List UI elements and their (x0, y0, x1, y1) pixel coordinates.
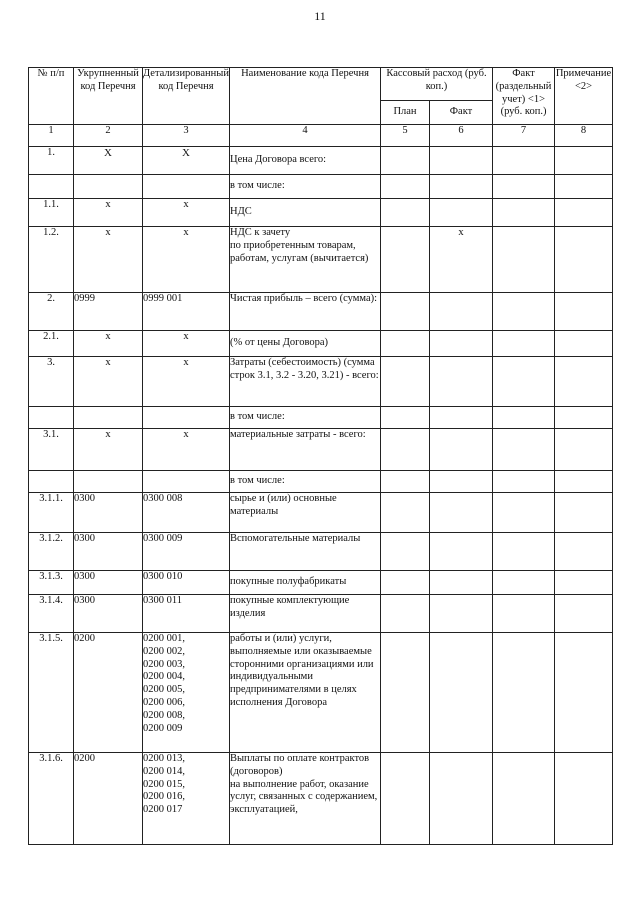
detailed-code: x (143, 429, 230, 471)
fact-value (430, 429, 493, 471)
aggregated-code (74, 175, 143, 199)
table-row (29, 753, 613, 845)
row-number: 3.1.4. (29, 595, 74, 633)
detailed-code: x (143, 199, 230, 227)
plan-value (381, 429, 430, 471)
code-name: в том числе: (230, 471, 381, 493)
fact-separate-value (493, 407, 555, 429)
note-value (555, 429, 613, 471)
fact-value (430, 595, 493, 633)
column-number: 8 (555, 125, 613, 147)
header-note: Примечание <2> (555, 68, 613, 125)
plan-value (381, 753, 430, 845)
note-value (555, 407, 613, 429)
column-number-row (29, 125, 613, 147)
row-number: 3.1.3. (29, 571, 74, 595)
fact-value (430, 753, 493, 845)
header-code-name: Наименование кода Перечня (230, 68, 381, 125)
fact-separate-value (493, 357, 555, 407)
detailed-code: x (143, 331, 230, 357)
note-value (555, 533, 613, 571)
code-name: покупные комплектующие изделия (230, 595, 381, 633)
plan-value (381, 407, 430, 429)
fact-value (430, 147, 493, 175)
fact-value (430, 571, 493, 595)
table-row (29, 633, 613, 753)
table-body (29, 147, 613, 845)
fact-value (430, 175, 493, 199)
detailed-code: x (143, 227, 230, 293)
plan-value (381, 175, 430, 199)
plan-value (381, 293, 430, 331)
detailed-code: X (143, 147, 230, 175)
fact-separate-value (493, 199, 555, 227)
row-number: 3.1. (29, 429, 74, 471)
row-number: 3.1.2. (29, 533, 74, 571)
table-row (29, 227, 613, 293)
plan-value (381, 533, 430, 571)
aggregated-code: x (74, 331, 143, 357)
code-name: в том числе: (230, 407, 381, 429)
column-number: 3 (143, 125, 230, 147)
column-number: 4 (230, 125, 381, 147)
plan-value (381, 227, 430, 293)
code-name: работы и (или) услуги, выполняемые или оказываемые сторонними организациями или индивидуальными предпринимателями в целях исполнения Договора (230, 633, 381, 753)
row-number (29, 175, 74, 199)
header-aggregated-code: Укрупненный код Перечня (74, 68, 143, 125)
code-name: материальные затраты - всего: (230, 429, 381, 471)
aggregated-code: X (74, 147, 143, 175)
header-row-top (29, 68, 613, 101)
code-name: Затраты (себестоимость) (сумма строк 3.1, 3.2 - 3.20, 3.21) - всего: (230, 357, 381, 407)
code-name: НДС (230, 199, 381, 227)
header-cash-expense: Кассовый расход (руб. коп.) (381, 68, 493, 101)
detailed-code: 0999 001 (143, 293, 230, 331)
aggregated-code: 0200 (74, 753, 143, 845)
fact-separate-value (493, 571, 555, 595)
fact-value (430, 493, 493, 533)
column-number: 7 (493, 125, 555, 147)
note-value (555, 571, 613, 595)
header-plan: План (381, 101, 430, 125)
fact-separate-value (493, 753, 555, 845)
header-fact-separate: Факт (раздельный учет) <1> (руб. коп.) (493, 68, 555, 125)
aggregated-code: x (74, 429, 143, 471)
plan-value (381, 199, 430, 227)
aggregated-code: x (74, 227, 143, 293)
fact-separate-value (493, 595, 555, 633)
header-detailed-code: Детализированный код Перечня (143, 68, 230, 125)
expense-report-table (28, 67, 613, 845)
detailed-code: 0300 009 (143, 533, 230, 571)
note-value (555, 357, 613, 407)
code-name: Выплаты по оплате контрактов (договоров) на выполнение работ, оказание услуг, связанных с содержанием, эксплуатацией, (230, 753, 381, 845)
row-number: 3. (29, 357, 74, 407)
fact-value (430, 331, 493, 357)
plan-value (381, 571, 430, 595)
note-value (555, 199, 613, 227)
note-value (555, 633, 613, 753)
plan-value (381, 493, 430, 533)
table-row (29, 331, 613, 357)
plan-value (381, 147, 430, 175)
note-value (555, 471, 613, 493)
row-number: 1.1. (29, 199, 74, 227)
detailed-code: 0300 010 (143, 571, 230, 595)
table-row (29, 429, 613, 471)
column-number: 5 (381, 125, 430, 147)
row-number (29, 407, 74, 429)
table-row (29, 175, 613, 199)
table-row (29, 357, 613, 407)
note-value (555, 147, 613, 175)
aggregated-code: x (74, 357, 143, 407)
fact-separate-value (493, 471, 555, 493)
row-number: 2.1. (29, 331, 74, 357)
detailed-code: 0200 001, 0200 002, 0200 003, 0200 004, 0200 005, 0200 006, 0200 008, 0200 009 (143, 633, 230, 753)
aggregated-code (74, 471, 143, 493)
aggregated-code: 0999 (74, 293, 143, 331)
header-fact: Факт (430, 101, 493, 125)
detailed-code: 0300 011 (143, 595, 230, 633)
fact-value (430, 293, 493, 331)
fact-separate-value (493, 227, 555, 293)
code-name: (% от цены Договора) (230, 331, 381, 357)
fact-separate-value (493, 533, 555, 571)
column-number: 6 (430, 125, 493, 147)
row-number (29, 471, 74, 493)
detailed-code (143, 175, 230, 199)
plan-value (381, 633, 430, 753)
fact-separate-value (493, 633, 555, 753)
aggregated-code: 0300 (74, 571, 143, 595)
aggregated-code: x (74, 199, 143, 227)
table-row (29, 493, 613, 533)
row-number: 3.1.5. (29, 633, 74, 753)
note-value (555, 753, 613, 845)
aggregated-code (74, 407, 143, 429)
fact-separate-value (493, 293, 555, 331)
fact-value (430, 471, 493, 493)
table-row (29, 595, 613, 633)
table-row (29, 533, 613, 571)
header-num: № п/п (29, 68, 74, 125)
aggregated-code: 0300 (74, 493, 143, 533)
aggregated-code: 0200 (74, 633, 143, 753)
detailed-code (143, 471, 230, 493)
note-value (555, 175, 613, 199)
table-row (29, 407, 613, 429)
fact-value: x (430, 227, 493, 293)
fact-value (430, 533, 493, 571)
fact-value (430, 407, 493, 429)
code-name: сырье и (или) основные материалы (230, 493, 381, 533)
code-name: в том числе: (230, 175, 381, 199)
plan-value (381, 357, 430, 407)
code-name: НДС к зачету по приобретенным товарам, работам, услугам (вычитается) (230, 227, 381, 293)
note-value (555, 595, 613, 633)
table-row (29, 471, 613, 493)
detailed-code (143, 407, 230, 429)
table-row (29, 571, 613, 595)
plan-value (381, 595, 430, 633)
fact-separate-value (493, 331, 555, 357)
fact-value (430, 633, 493, 753)
note-value (555, 293, 613, 331)
detailed-code: 0200 013, 0200 014, 0200 015, 0200 016, 0200 017 (143, 753, 230, 845)
table-row (29, 293, 613, 331)
plan-value (381, 331, 430, 357)
fact-value (430, 199, 493, 227)
column-number: 2 (74, 125, 143, 147)
fact-separate-value (493, 429, 555, 471)
detailed-code: x (143, 357, 230, 407)
row-number: 1. (29, 147, 74, 175)
code-name: покупные полуфабрикаты (230, 571, 381, 595)
code-name: Вспомогательные материалы (230, 533, 381, 571)
row-number: 3.1.1. (29, 493, 74, 533)
detailed-code: 0300 008 (143, 493, 230, 533)
column-number: 1 (29, 125, 74, 147)
note-value (555, 331, 613, 357)
table-row (29, 147, 613, 175)
fact-separate-value (493, 493, 555, 533)
page-number: 11 (314, 9, 326, 23)
fact-separate-value (493, 175, 555, 199)
note-value (555, 227, 613, 293)
table-row (29, 199, 613, 227)
aggregated-code: 0300 (74, 533, 143, 571)
aggregated-code: 0300 (74, 595, 143, 633)
plan-value (381, 471, 430, 493)
code-name: Цена Договора всего: (230, 147, 381, 175)
code-name: Чистая прибыль – всего (сумма): (230, 293, 381, 331)
row-number: 1.2. (29, 227, 74, 293)
fact-separate-value (493, 147, 555, 175)
fact-value (430, 357, 493, 407)
note-value (555, 493, 613, 533)
row-number: 3.1.6. (29, 753, 74, 845)
row-number: 2. (29, 293, 74, 331)
